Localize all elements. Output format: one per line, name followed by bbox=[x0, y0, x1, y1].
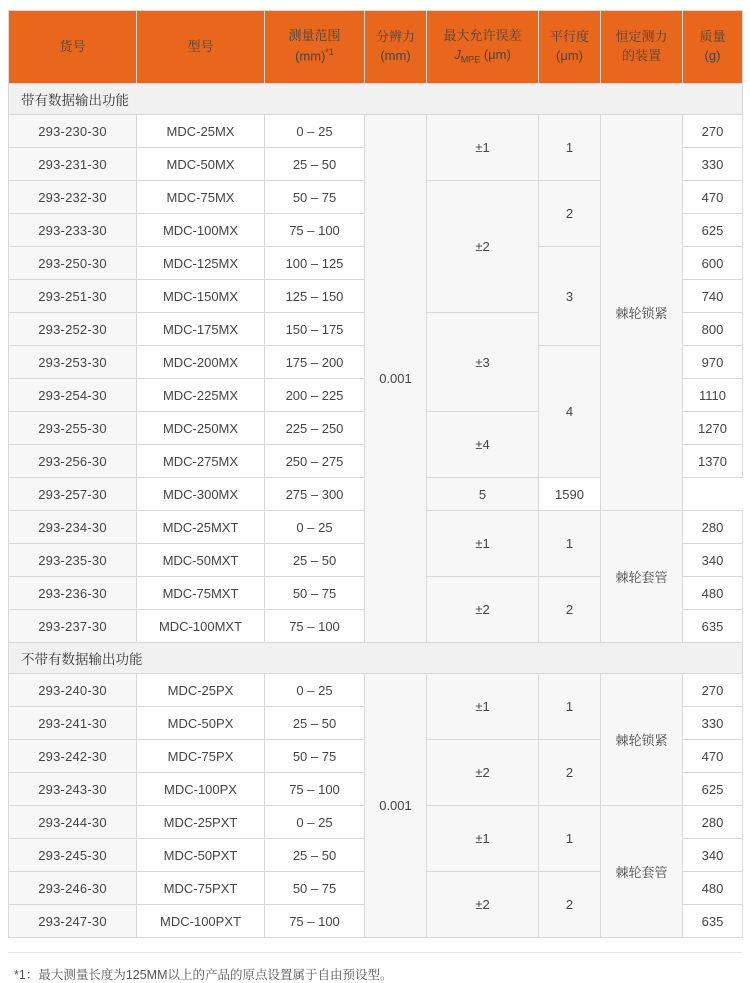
column-header-mpe bbox=[427, 11, 539, 84]
cell-order-no: 293-242-30 bbox=[9, 740, 137, 773]
header-label: 质量 bbox=[699, 29, 726, 45]
cell-range: 50 – 75 bbox=[265, 577, 365, 610]
cell-mass: 625 bbox=[683, 214, 743, 247]
cell-mpe: ±1 bbox=[427, 806, 539, 872]
cell-order-no: 293-234-30 bbox=[9, 511, 137, 544]
cell-parallelism: 2 bbox=[539, 740, 601, 806]
cell-mpe: ±1 bbox=[427, 115, 539, 181]
cell-order-no: 293-240-30 bbox=[9, 674, 137, 707]
cell-range: 75 – 100 bbox=[265, 905, 365, 938]
table-row bbox=[9, 674, 743, 707]
cell-resolution: 0.001 bbox=[365, 674, 427, 938]
cell-mpe: ±2 bbox=[427, 740, 539, 806]
cell-order-no: 293-232-30 bbox=[9, 181, 137, 214]
cell-mass: 600 bbox=[683, 247, 743, 280]
cell-model: MDC-250MX bbox=[137, 412, 265, 445]
cell-model: MDC-100MXT bbox=[137, 610, 265, 643]
cell-order-no: 293-246-30 bbox=[9, 872, 137, 905]
cell-mass: 625 bbox=[683, 773, 743, 806]
cell-model: MDC-75PX bbox=[137, 740, 265, 773]
cell-parallelism: 3 bbox=[539, 247, 601, 346]
cell-parallelism: 1 bbox=[539, 674, 601, 740]
cell-model: MDC-100MX bbox=[137, 214, 265, 247]
cell-range: 50 – 75 bbox=[265, 740, 365, 773]
header-label: 平行度 bbox=[549, 29, 589, 45]
cell-model: MDC-50MX bbox=[137, 148, 265, 181]
cell-range: 75 – 100 bbox=[265, 214, 365, 247]
cell-model: MDC-25PXT bbox=[137, 806, 265, 839]
cell-range: 25 – 50 bbox=[265, 707, 365, 740]
cell-mass: 330 bbox=[683, 707, 743, 740]
header-row bbox=[9, 11, 743, 84]
cell-mpe: ±2 bbox=[427, 181, 539, 313]
cell-model: MDC-25PX bbox=[137, 674, 265, 707]
cell-model: MDC-75MX bbox=[137, 181, 265, 214]
cell-order-no: 293-233-30 bbox=[9, 214, 137, 247]
cell-order-no: 293-230-30 bbox=[9, 115, 137, 148]
cell-range: 225 – 250 bbox=[265, 412, 365, 445]
cell-order-no: 293-256-30 bbox=[9, 445, 137, 478]
cell-parallelism: 1 bbox=[539, 806, 601, 872]
cell-range: 0 – 25 bbox=[265, 511, 365, 544]
header-label: 货号 bbox=[59, 38, 86, 54]
cell-order-no: 293-253-30 bbox=[9, 346, 137, 379]
header-label: 型号 bbox=[187, 38, 214, 54]
cell-order-no: 293-231-30 bbox=[9, 148, 137, 181]
cell-range: 125 – 150 bbox=[265, 280, 365, 313]
table-body-section-2 bbox=[9, 643, 743, 938]
section-title: 不带有数据输出功能 bbox=[9, 643, 743, 674]
specification-table bbox=[8, 10, 743, 938]
column-header-force-device bbox=[601, 11, 683, 84]
cell-model: MDC-125MX bbox=[137, 247, 265, 280]
cell-parallelism: 1 bbox=[539, 115, 601, 181]
column-header-parallelism bbox=[539, 11, 601, 84]
column-header-range bbox=[265, 11, 365, 84]
cell-range: 175 – 200 bbox=[265, 346, 365, 379]
cell-mass: 1370 bbox=[683, 445, 743, 478]
cell-order-no: 293-241-30 bbox=[9, 707, 137, 740]
cell-parallelism: 1 bbox=[539, 511, 601, 577]
cell-order-no: 293-247-30 bbox=[9, 905, 137, 938]
table-header bbox=[9, 11, 743, 84]
cell-mass: 635 bbox=[683, 905, 743, 938]
column-header-resolution bbox=[365, 11, 427, 84]
cell-order-no: 293-243-30 bbox=[9, 773, 137, 806]
cell-order-no: 293-245-30 bbox=[9, 839, 137, 872]
header-sublabel: (mm) bbox=[380, 48, 411, 63]
cell-mass: 340 bbox=[683, 544, 743, 577]
cell-mpe: ±1 bbox=[427, 511, 539, 577]
cell-mpe: ±2 bbox=[427, 872, 539, 938]
cell-order-no: 293-237-30 bbox=[9, 610, 137, 643]
cell-mass: 470 bbox=[683, 181, 743, 214]
cell-model: MDC-75PXT bbox=[137, 872, 265, 905]
cell-model: MDC-50MXT bbox=[137, 544, 265, 577]
header-label: 恒定测力 bbox=[615, 29, 668, 45]
section-header-row bbox=[9, 643, 743, 674]
cell-model: MDC-50PXT bbox=[137, 839, 265, 872]
cell-order-no: 293-254-30 bbox=[9, 379, 137, 412]
cell-order-no: 293-257-30 bbox=[9, 478, 137, 511]
header-sublabel: (g) bbox=[704, 48, 721, 63]
section-title: 带有数据输出功能 bbox=[9, 84, 743, 115]
cell-mass: 1110 bbox=[683, 379, 743, 412]
cell-force-device: 棘轮套管 bbox=[601, 511, 683, 643]
cell-range: 25 – 50 bbox=[265, 839, 365, 872]
cell-model: MDC-175MX bbox=[137, 313, 265, 346]
cell-order-no: 293-236-30 bbox=[9, 577, 137, 610]
cell-model: MDC-75MXT bbox=[137, 577, 265, 610]
cell-parallelism: 2 bbox=[539, 872, 601, 938]
cell-parallelism: 2 bbox=[539, 577, 601, 643]
cell-model: MDC-100PX bbox=[137, 773, 265, 806]
cell-parallelism: 4 bbox=[539, 346, 601, 478]
cell-range: 0 – 25 bbox=[265, 674, 365, 707]
section-header-row bbox=[9, 84, 743, 115]
table-row bbox=[9, 115, 743, 148]
cell-model: MDC-25MX bbox=[137, 115, 265, 148]
cell-mass: 635 bbox=[683, 610, 743, 643]
header-sublabel: (μm) bbox=[556, 48, 583, 63]
cell-mass: 1270 bbox=[683, 412, 743, 445]
cell-mass: 480 bbox=[683, 577, 743, 610]
header-sublabel: (mm)$^{*1}$ bbox=[295, 47, 334, 64]
cell-mpe: ±1 bbox=[427, 674, 539, 740]
cell-mpe: ±2 bbox=[427, 577, 539, 643]
cell-mass: 270 bbox=[683, 674, 743, 707]
cell-range: 75 – 100 bbox=[265, 773, 365, 806]
cell-range: 100 – 125 bbox=[265, 247, 365, 280]
header-label: 分辨力 bbox=[375, 29, 415, 45]
cell-model: MDC-200MX bbox=[137, 346, 265, 379]
cell-model: MDC-50PX bbox=[137, 707, 265, 740]
cell-range: 0 – 25 bbox=[265, 115, 365, 148]
cell-model: MDC-25MXT bbox=[137, 511, 265, 544]
cell-range: 50 – 75 bbox=[265, 181, 365, 214]
footnote: *1：最大测量长度为125MM以上的产品的原点设置属于自由预设型。 bbox=[8, 952, 742, 983]
cell-order-no: 293-244-30 bbox=[9, 806, 137, 839]
cell-range: 275 – 300 bbox=[265, 478, 365, 511]
cell-model: MDC-225MX bbox=[137, 379, 265, 412]
cell-range: 250 – 275 bbox=[265, 445, 365, 478]
cell-range: 50 – 75 bbox=[265, 872, 365, 905]
column-header-model bbox=[137, 11, 265, 84]
cell-model: MDC-100PXT bbox=[137, 905, 265, 938]
header-sublabel: $J_{MPE}$ (μm) bbox=[454, 47, 511, 65]
cell-mass: 270 bbox=[683, 115, 743, 148]
cell-order-no: 293-235-30 bbox=[9, 544, 137, 577]
cell-mpe: ±3 bbox=[427, 313, 539, 412]
cell-range: 25 – 50 bbox=[265, 544, 365, 577]
cell-order-no: 293-250-30 bbox=[9, 247, 137, 280]
cell-force-device: 棘轮锁紧 bbox=[601, 674, 683, 806]
cell-mass: 340 bbox=[683, 839, 743, 872]
cell-force-device: 棘轮套管 bbox=[601, 806, 683, 938]
cell-model: MDC-275MX bbox=[137, 445, 265, 478]
cell-mass: 970 bbox=[683, 346, 743, 379]
cell-parallelism: 2 bbox=[539, 181, 601, 247]
cell-order-no: 293-255-30 bbox=[9, 412, 137, 445]
header-label: 测量范围 bbox=[288, 28, 341, 44]
cell-model: MDC-300MX bbox=[137, 478, 265, 511]
cell-range: 200 – 225 bbox=[265, 379, 365, 412]
cell-mass: 470 bbox=[683, 740, 743, 773]
cell-mass: 280 bbox=[683, 806, 743, 839]
column-header-mass bbox=[683, 11, 743, 84]
cell-model: MDC-150MX bbox=[137, 280, 265, 313]
cell-range: 0 – 25 bbox=[265, 806, 365, 839]
cell-order-no: 293-252-30 bbox=[9, 313, 137, 346]
cell-force-device: 棘轮锁紧 bbox=[601, 115, 683, 511]
header-sublabel: 的装置 bbox=[621, 48, 661, 63]
cell-resolution: 0.001 bbox=[365, 115, 427, 643]
column-header-order-no bbox=[9, 11, 137, 84]
cell-range: 150 – 175 bbox=[265, 313, 365, 346]
table-body-section-1 bbox=[9, 84, 743, 643]
cell-mass: 740 bbox=[683, 280, 743, 313]
cell-mass: 1590 bbox=[539, 478, 601, 511]
cell-mpe: ±4 bbox=[427, 412, 539, 478]
cell-mass: 800 bbox=[683, 313, 743, 346]
cell-mass: 330 bbox=[683, 148, 743, 181]
cell-order-no: 293-251-30 bbox=[9, 280, 137, 313]
cell-parallelism: 5 bbox=[427, 478, 539, 511]
cell-mass: 480 bbox=[683, 872, 743, 905]
cell-range: 25 – 50 bbox=[265, 148, 365, 181]
cell-mass: 280 bbox=[683, 511, 743, 544]
header-label: 最大允许误差 bbox=[443, 28, 522, 44]
cell-range: 75 – 100 bbox=[265, 610, 365, 643]
